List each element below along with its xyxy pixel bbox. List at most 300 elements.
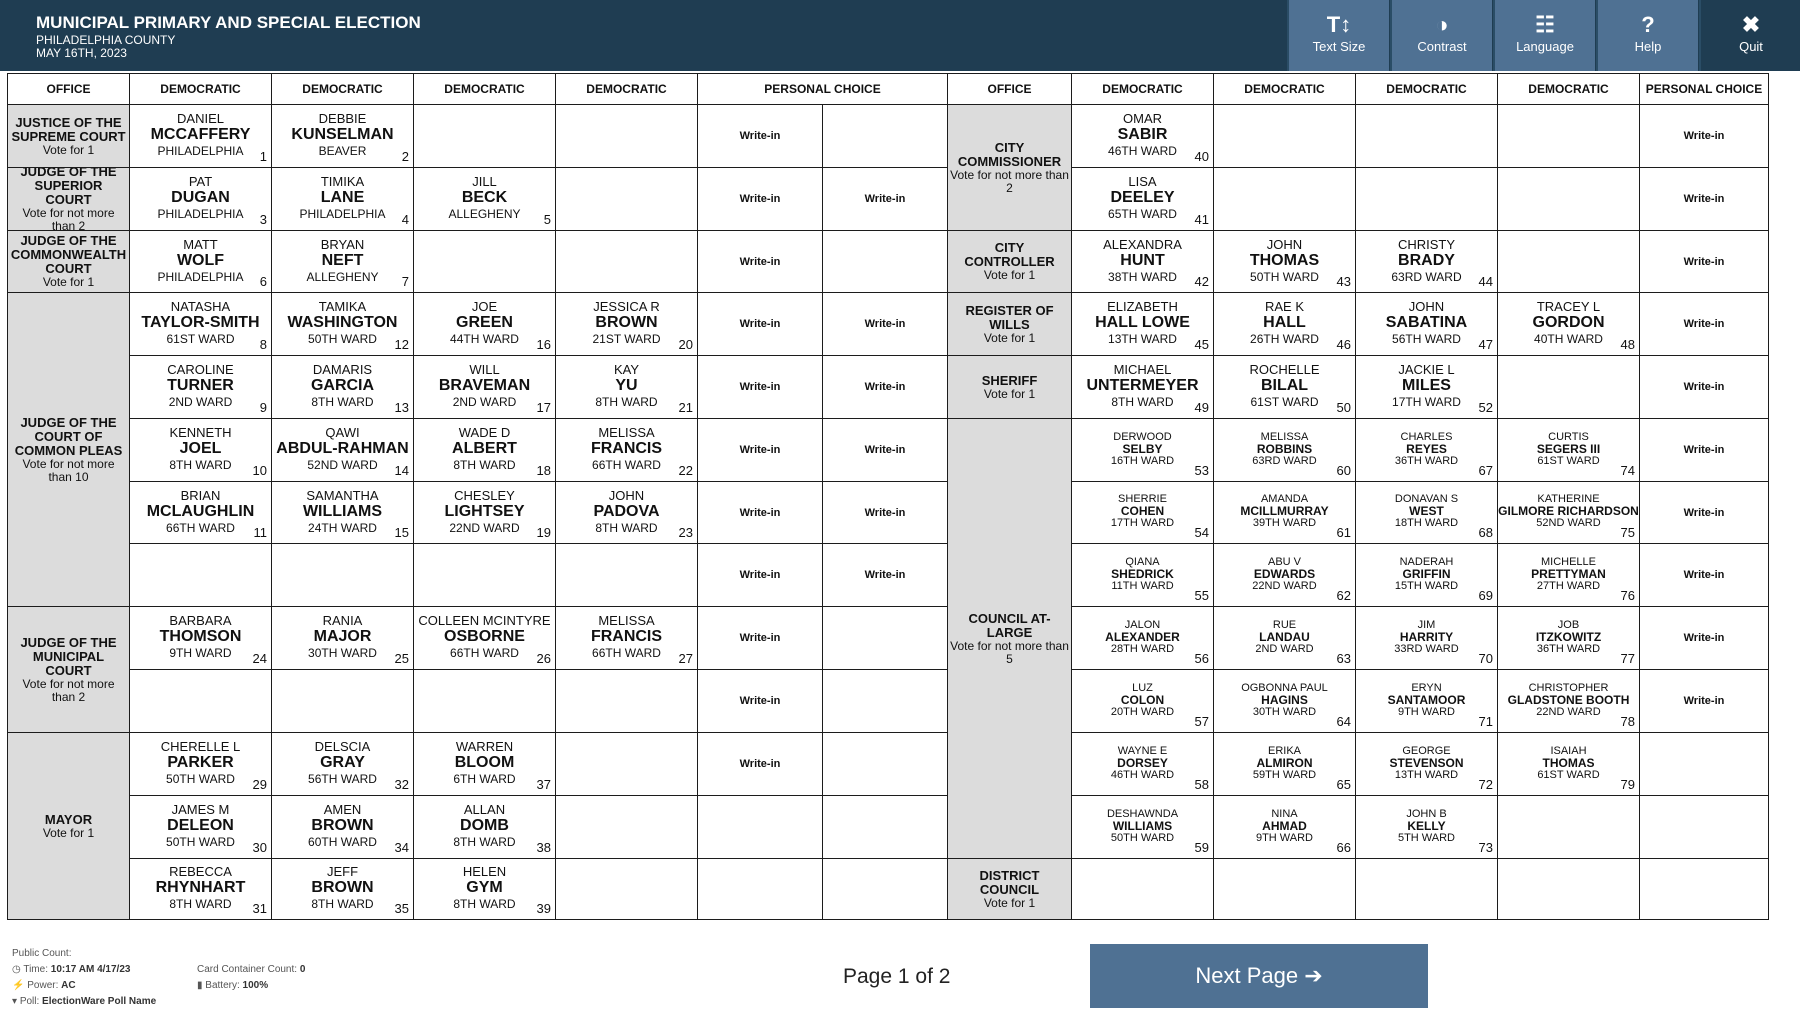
candidate-last-name: GRAY xyxy=(320,754,365,771)
vote-instruction: Vote for not more than 10 xyxy=(22,456,115,484)
candidate-right-35[interactable] xyxy=(1497,732,1640,796)
candidate-left-25[interactable] xyxy=(413,606,556,670)
candidate-first-name: NINA xyxy=(1271,807,1298,820)
write-in-button[interactable]: Write-in xyxy=(822,355,948,419)
candidate-last-name: WASHINGTON xyxy=(287,314,398,331)
candidate-first-name: BARBARA xyxy=(169,613,232,628)
candidate-right-30[interactable] xyxy=(1355,669,1498,733)
candidate-last-name: REYES xyxy=(1406,441,1447,456)
office-left-3 xyxy=(7,292,130,607)
empty-cell xyxy=(413,669,556,733)
candidate-first-name: BRIAN xyxy=(180,487,221,503)
candidate-left-16[interactable] xyxy=(271,418,414,482)
candidate-right-22[interactable] xyxy=(1355,543,1498,607)
candidate-right-25[interactable] xyxy=(1213,606,1356,670)
candidate-last-name: DUGAN xyxy=(171,189,230,206)
candidate-right-11[interactable] xyxy=(1355,355,1498,419)
candidate-ward: 50TH WARD xyxy=(308,332,377,346)
candidate-right-5[interactable] xyxy=(1071,292,1214,356)
candidate-number: 40 xyxy=(1194,149,1209,164)
candidate-ward: ALLEGHENY xyxy=(448,207,521,221)
candidate-ward: 9TH WARD xyxy=(1397,705,1456,718)
candidate-right-2[interactable] xyxy=(1071,230,1214,293)
candidate-right-21[interactable] xyxy=(1213,543,1356,607)
candidate-number: 14 xyxy=(394,463,409,478)
vote-instruction: Vote for not more than 5 xyxy=(950,638,1069,666)
candidate-ward: 18TH WARD xyxy=(1394,517,1459,529)
write-in-button[interactable]: Write-in xyxy=(1639,418,1769,482)
candidate-number: 5 xyxy=(543,212,551,227)
candidate-ward: ALLEGHENY xyxy=(306,269,379,284)
column-header-democratic: DEMOCRATIC xyxy=(129,73,272,105)
candidate-left-11[interactable] xyxy=(129,355,272,419)
write-in-button[interactable]: Write-in xyxy=(1639,606,1769,670)
candidate-left-17[interactable] xyxy=(413,418,556,482)
candidate-right-38[interactable] xyxy=(1355,795,1498,859)
office-left-5 xyxy=(7,732,130,920)
candidate-last-name: GRIFFIN xyxy=(1402,566,1451,581)
empty-cell xyxy=(555,732,698,796)
candidate-number: 68 xyxy=(1478,525,1493,540)
candidate-number: 53 xyxy=(1194,463,1209,478)
vote-instruction: Vote for 1 xyxy=(983,386,1036,401)
candidate-first-name: ALEXANDRA xyxy=(1103,236,1182,252)
empty-cell xyxy=(1497,230,1640,293)
candidate-right-7[interactable] xyxy=(1355,292,1498,356)
candidate-last-name: MCILLMURRAY xyxy=(1240,504,1329,518)
candidate-left-8[interactable] xyxy=(271,292,414,356)
candidate-first-name: SAMANTHA xyxy=(306,487,379,503)
empty-cell xyxy=(555,543,698,607)
candidate-number: 43 xyxy=(1336,274,1351,289)
candidate-right-34[interactable] xyxy=(1355,732,1498,796)
candidate-right-17[interactable] xyxy=(1213,481,1356,544)
candidate-last-name: HARRITY xyxy=(1399,629,1454,644)
candidate-left-13[interactable] xyxy=(413,355,556,419)
public-count-label: Public Count: xyxy=(12,948,72,959)
candidate-right-32[interactable] xyxy=(1071,732,1214,796)
candidate-number: 54 xyxy=(1194,525,1209,540)
write-in-button[interactable]: Write-in xyxy=(697,732,823,796)
candidate-right-3[interactable] xyxy=(1213,230,1356,293)
candidate-left-24[interactable] xyxy=(271,606,414,670)
candidate-ward: 2ND WARD xyxy=(452,395,517,409)
office-title: JUDGE OF THE SUPERIOR COURT xyxy=(20,167,117,207)
candidate-first-name: ALLAN xyxy=(463,802,506,817)
candidate-first-name: NADERAH xyxy=(1399,555,1454,568)
candidate-first-name: AMANDA xyxy=(1260,493,1309,505)
candidate-number: 45 xyxy=(1194,337,1209,352)
candidate-ward: 56TH WARD xyxy=(1392,332,1461,346)
candidate-number: 75 xyxy=(1620,525,1635,540)
candidate-right-6[interactable] xyxy=(1213,292,1356,356)
candidate-first-name: JOHN B xyxy=(1406,807,1447,820)
candidate-last-name: THOMAS xyxy=(1249,251,1320,269)
candidate-last-name: DORSEY xyxy=(1117,755,1168,770)
write-in-button[interactable]: Write-in xyxy=(697,418,823,482)
candidate-left-4[interactable] xyxy=(413,167,556,231)
power-plug-icon: ⚡ xyxy=(12,980,25,991)
candidate-first-name: TAMIKA xyxy=(318,299,367,314)
empty-cell xyxy=(555,167,698,231)
candidate-ward: 63RD WARD xyxy=(1391,269,1462,284)
candidate-first-name: ELIZABETH xyxy=(1107,299,1178,314)
write-in-button[interactable]: Write-in xyxy=(697,167,823,231)
candidate-ward: 17TH WARD xyxy=(1110,517,1175,529)
vote-instruction: Vote for not more than 2 xyxy=(950,167,1069,195)
candidate-last-name: DOMB xyxy=(460,817,509,834)
candidate-left-1[interactable] xyxy=(271,104,414,168)
empty-cell xyxy=(1355,167,1498,231)
candidate-ward: 5TH WARD xyxy=(1397,831,1456,844)
candidate-ward: 50TH WARD xyxy=(166,835,235,849)
candidate-left-9[interactable] xyxy=(413,292,556,356)
candidate-ward: PHILADELPHIA xyxy=(299,207,386,221)
candidate-first-name: MATT xyxy=(183,236,218,252)
candidate-first-name: SHERRIE xyxy=(1118,493,1167,505)
candidate-ward: 13TH WARD xyxy=(1108,332,1177,346)
candidate-last-name: WILLIAMS xyxy=(302,502,383,520)
candidate-right-19[interactable] xyxy=(1497,481,1640,544)
candidate-first-name: CHERELLE L xyxy=(160,739,241,754)
empty-cell xyxy=(1639,732,1769,796)
candidate-number: 21 xyxy=(678,400,693,415)
location-pin-icon: ▾ xyxy=(12,996,18,1007)
candidate-ward: 30TH WARD xyxy=(308,646,377,660)
battery-icon: ▮ xyxy=(197,980,203,991)
write-in-button[interactable]: Write-in xyxy=(822,481,948,544)
candidate-ward: 9TH WARD xyxy=(1255,831,1314,844)
candidate-ward: 27TH WARD xyxy=(1536,579,1601,592)
column-header-democratic: DEMOCRATIC xyxy=(555,73,698,105)
candidate-number: 46 xyxy=(1336,337,1351,352)
candidate-right-33[interactable] xyxy=(1213,732,1356,796)
candidate-last-name: TURNER xyxy=(167,377,234,394)
candidate-number: 62 xyxy=(1336,588,1351,603)
office-right-4 xyxy=(947,418,1072,859)
candidate-first-name: TRACEY L xyxy=(1536,299,1601,314)
candidate-ward: 2ND WARD xyxy=(1255,642,1314,655)
candidate-first-name: MELISSA xyxy=(598,425,655,440)
candidate-first-name: JALON xyxy=(1124,618,1161,631)
candidate-right-0[interactable] xyxy=(1071,104,1214,168)
write-in-button[interactable]: Write-in xyxy=(1639,292,1769,356)
empty-cell xyxy=(129,543,272,607)
empty-cell xyxy=(822,858,948,920)
candidate-number: 71 xyxy=(1478,714,1493,729)
empty-cell xyxy=(271,669,414,733)
column-header-democratic: DEMOCRATIC xyxy=(271,73,414,105)
candidate-left-32[interactable] xyxy=(413,795,556,859)
quit-button[interactable]: ✖ Quit xyxy=(1699,0,1800,71)
candidate-right-12[interactable] xyxy=(1071,418,1214,482)
empty-cell xyxy=(822,732,948,796)
candidate-ward: 8TH WARD xyxy=(311,395,374,409)
ballot-grid xyxy=(7,73,1768,919)
candidate-last-name: ALBERT xyxy=(452,440,517,457)
candidate-right-36[interactable] xyxy=(1071,795,1214,859)
write-in-button[interactable]: Write-in xyxy=(697,669,823,733)
candidate-left-7[interactable] xyxy=(129,292,272,356)
candidate-last-name: EDWARDS xyxy=(1253,566,1316,581)
empty-cell xyxy=(271,543,414,607)
help-button[interactable]: ? Help xyxy=(1596,0,1698,71)
candidate-number: 64 xyxy=(1336,714,1351,729)
candidate-last-name: PADOVA xyxy=(593,502,660,520)
candidate-ward: 17TH WARD xyxy=(1392,395,1461,409)
candidate-last-name: GLADSTONE BOOTH xyxy=(1507,692,1630,707)
candidate-number: 8 xyxy=(259,337,267,352)
candidate-left-27[interactable] xyxy=(129,732,272,796)
write-in-button[interactable]: Write-in xyxy=(1639,167,1769,231)
candidate-last-name: BRAVEMAN xyxy=(438,377,531,394)
candidate-right-9[interactable] xyxy=(1071,355,1214,419)
candidate-first-name: ROCHELLE xyxy=(1249,362,1320,377)
candidate-left-15[interactable] xyxy=(129,418,272,482)
candidate-last-name: SANTAMOOR xyxy=(1387,692,1466,707)
write-in-button[interactable]: Write-in xyxy=(697,104,823,168)
write-in-button[interactable]: Write-in xyxy=(697,543,823,607)
candidate-number: 20 xyxy=(678,337,693,352)
contrast-icon: ◑ xyxy=(1435,12,1449,37)
candidate-first-name: MELISSA xyxy=(1260,430,1309,443)
candidate-left-34[interactable] xyxy=(271,858,414,920)
candidate-first-name: QIANA xyxy=(1125,555,1160,568)
empty-cell xyxy=(413,543,556,607)
write-in-button[interactable]: Write-in xyxy=(1639,355,1769,419)
candidate-number: 35 xyxy=(394,901,409,916)
language-button[interactable]: ☷ Language xyxy=(1493,0,1595,71)
candidate-first-name: MELISSA xyxy=(598,613,655,628)
candidate-first-name: JESSICA R xyxy=(593,299,660,314)
candidate-first-name: ERYN xyxy=(1411,681,1442,694)
candidate-last-name: BLOOM xyxy=(454,754,515,771)
empty-cell xyxy=(1497,167,1640,231)
candidate-ward: 50TH WARD xyxy=(1250,269,1319,284)
candidate-number: 15 xyxy=(394,525,409,540)
office-title: JUSTICE OF THE SUPREME COURT xyxy=(11,114,126,144)
candidate-number: 77 xyxy=(1620,651,1635,666)
candidate-first-name: WAYNE E xyxy=(1117,744,1168,757)
candidate-left-22[interactable] xyxy=(555,481,698,544)
vote-instruction: Vote for 1 xyxy=(983,330,1036,345)
empty-cell xyxy=(1639,858,1769,920)
candidate-left-14[interactable] xyxy=(555,355,698,419)
office-left-0 xyxy=(7,104,130,168)
candidate-right-10[interactable] xyxy=(1213,355,1356,419)
empty-cell xyxy=(413,230,556,293)
candidate-right-31[interactable] xyxy=(1497,669,1640,733)
candidate-right-23[interactable] xyxy=(1497,543,1640,607)
candidate-left-12[interactable] xyxy=(271,355,414,419)
contrast-button[interactable]: ◑ Contrast xyxy=(1390,0,1492,71)
candidate-first-name: ABU V xyxy=(1267,555,1301,568)
candidate-last-name: FRANCIS xyxy=(590,440,663,457)
candidate-left-33[interactable] xyxy=(129,858,272,920)
candidate-ward: 61ST WARD xyxy=(1537,768,1600,781)
candidate-ward: 28TH WARD xyxy=(1110,642,1175,655)
candidate-left-18[interactable] xyxy=(555,418,698,482)
candidate-last-name: BRADY xyxy=(1398,251,1455,269)
candidate-last-name: HALL xyxy=(1263,314,1306,331)
candidate-right-26[interactable] xyxy=(1355,606,1498,670)
candidate-first-name: TIMIKA xyxy=(320,174,365,189)
write-in-button[interactable]: Write-in xyxy=(1639,104,1769,168)
candidate-last-name: SEGERS III xyxy=(1536,441,1601,456)
write-in-button[interactable]: Write-in xyxy=(697,230,823,293)
candidate-last-name: ABDUL-RAHMAN xyxy=(276,440,409,457)
candidate-left-6[interactable] xyxy=(271,230,414,293)
candidate-ward: 24TH WARD xyxy=(308,520,377,535)
candidate-ward: 44TH WARD xyxy=(450,332,519,346)
write-in-button[interactable]: Write-in xyxy=(697,481,823,544)
candidate-right-28[interactable] xyxy=(1071,669,1214,733)
candidate-number: 24 xyxy=(252,651,267,666)
candidate-ward: 39TH WARD xyxy=(1252,517,1317,529)
candidate-last-name: GORDON xyxy=(1532,314,1605,331)
candidate-right-16[interactable] xyxy=(1071,481,1214,544)
candidate-number: 47 xyxy=(1478,337,1493,352)
candidate-first-name: WILL xyxy=(469,362,500,377)
candidate-last-name: OSBORNE xyxy=(444,628,525,645)
candidate-right-14[interactable] xyxy=(1355,418,1498,482)
candidate-last-name: ALMIRON xyxy=(1256,755,1313,770)
candidate-first-name: CHARLES xyxy=(1400,430,1453,443)
candidate-last-name: BROWN xyxy=(595,314,658,331)
candidate-right-20[interactable] xyxy=(1071,543,1214,607)
candidate-last-name: JOEL xyxy=(179,440,222,457)
candidate-left-29[interactable] xyxy=(413,732,556,796)
candidate-ward: 52ND WARD xyxy=(307,458,378,472)
candidate-number: 59 xyxy=(1194,840,1209,855)
write-in-button[interactable]: Write-in xyxy=(1639,543,1769,607)
candidate-right-24[interactable] xyxy=(1071,606,1214,670)
office-title: MAYOR xyxy=(44,811,93,827)
candidate-number: 78 xyxy=(1620,714,1635,729)
empty-cell xyxy=(413,104,556,168)
candidate-first-name: KENNETH xyxy=(169,425,232,440)
candidate-number: 13 xyxy=(394,400,409,415)
candidate-ward: 8TH WARD xyxy=(311,897,374,911)
vote-instruction: Vote for 1 xyxy=(42,275,95,289)
clock-icon: ◷ xyxy=(12,964,21,975)
office-left-4 xyxy=(7,606,130,733)
empty-cell xyxy=(822,795,948,859)
candidate-ward: 66TH WARD xyxy=(592,458,661,472)
candidate-first-name: DANIEL xyxy=(177,111,224,126)
candidate-right-18[interactable] xyxy=(1355,481,1498,544)
candidate-last-name: WILLIAMS xyxy=(1112,818,1173,833)
candidate-last-name: SABIR xyxy=(1117,126,1168,143)
write-in-button[interactable]: Write-in xyxy=(1639,669,1769,733)
office-title: JUDGE OF THE COURT OF COMMON PLEAS xyxy=(14,414,123,458)
write-in-button[interactable]: Write-in xyxy=(1639,481,1769,544)
candidate-right-8[interactable] xyxy=(1497,292,1640,356)
candidate-number: 26 xyxy=(536,651,551,666)
candidate-left-30[interactable] xyxy=(129,795,272,859)
candidate-first-name: KAY xyxy=(613,362,640,377)
candidate-left-3[interactable] xyxy=(271,167,414,231)
candidate-right-27[interactable] xyxy=(1497,606,1640,670)
office-title: REGISTER OF WILLS xyxy=(965,302,1054,332)
language-icon: ☷ xyxy=(1535,12,1555,37)
candidate-first-name: DERWOOD xyxy=(1113,430,1172,443)
candidate-first-name: CHRISTOPHER xyxy=(1528,681,1609,694)
write-in-button[interactable]: Write-in xyxy=(822,292,948,356)
candidate-left-10[interactable] xyxy=(555,292,698,356)
candidate-first-name: JOHN xyxy=(1266,236,1303,252)
column-header-democratic: DEMOCRATIC xyxy=(413,73,556,105)
empty-cell xyxy=(555,669,698,733)
write-in-button[interactable]: Write-in xyxy=(697,292,823,356)
write-in-button[interactable]: Write-in xyxy=(822,418,948,482)
empty-cell xyxy=(1071,858,1214,920)
candidate-left-31[interactable] xyxy=(271,795,414,859)
empty-cell xyxy=(1213,858,1356,920)
candidate-first-name: GEORGE xyxy=(1402,744,1451,757)
candidate-left-5[interactable] xyxy=(129,230,272,293)
candidate-left-23[interactable] xyxy=(129,606,272,670)
candidate-left-35[interactable] xyxy=(413,858,556,920)
text-size-icon: T↕ xyxy=(1326,12,1352,37)
candidate-number: 12 xyxy=(394,337,409,352)
candidate-last-name: WEST xyxy=(1409,504,1444,518)
candidate-last-name: THOMSON xyxy=(159,628,242,645)
candidate-ward: 8TH WARD xyxy=(453,897,516,911)
candidate-last-name: SELBY xyxy=(1122,441,1163,456)
candidate-last-name: AHMAD xyxy=(1262,818,1307,833)
text-size-button[interactable]: T↕ Text Size xyxy=(1287,0,1389,71)
candidate-number: 31 xyxy=(252,901,267,916)
candidate-last-name: GILMORE RICHARDSON xyxy=(1498,504,1639,518)
candidate-number: 27 xyxy=(678,651,693,666)
office-right-0 xyxy=(947,104,1072,231)
candidate-left-28[interactable] xyxy=(271,732,414,796)
candidate-ward: 56TH WARD xyxy=(308,772,377,786)
write-in-button[interactable]: Write-in xyxy=(697,606,823,670)
candidate-right-29[interactable] xyxy=(1213,669,1356,733)
candidate-right-13[interactable] xyxy=(1213,418,1356,482)
candidate-last-name: LANE xyxy=(320,189,365,206)
close-icon: ✖ xyxy=(1741,12,1761,37)
candidate-left-21[interactable] xyxy=(413,481,556,544)
candidate-left-2[interactable] xyxy=(129,167,272,231)
candidate-right-37[interactable] xyxy=(1213,795,1356,859)
write-in-button[interactable]: Write-in xyxy=(822,543,948,607)
candidate-number: 6 xyxy=(259,274,267,289)
candidate-ward: 16TH WARD xyxy=(1110,454,1175,467)
candidate-right-15[interactable] xyxy=(1497,418,1640,482)
candidate-left-0[interactable] xyxy=(129,104,272,168)
candidate-left-26[interactable] xyxy=(555,606,698,670)
empty-cell xyxy=(822,230,948,293)
office-title: JUDGE OF THE MUNICIPAL COURT xyxy=(20,634,117,678)
write-in-button[interactable]: Write-in xyxy=(822,167,948,231)
empty-cell xyxy=(1497,104,1640,168)
candidate-last-name: LANDAU xyxy=(1259,629,1310,644)
next-page-button[interactable]: Next Page ➔ xyxy=(1090,944,1428,1008)
write-in-button[interactable]: Write-in xyxy=(697,355,823,419)
candidate-last-name: LIGHTSEY xyxy=(444,502,525,520)
candidate-left-20[interactable] xyxy=(271,481,414,544)
candidate-right-4[interactable] xyxy=(1355,230,1498,293)
candidate-right-1[interactable] xyxy=(1071,167,1214,231)
write-in-button[interactable]: Write-in xyxy=(1639,230,1769,293)
candidate-ward: 22ND WARD xyxy=(1252,579,1317,592)
candidate-left-19[interactable] xyxy=(129,481,272,544)
candidate-number: 76 xyxy=(1620,588,1635,603)
candidate-last-name: THOMAS xyxy=(1542,755,1595,770)
